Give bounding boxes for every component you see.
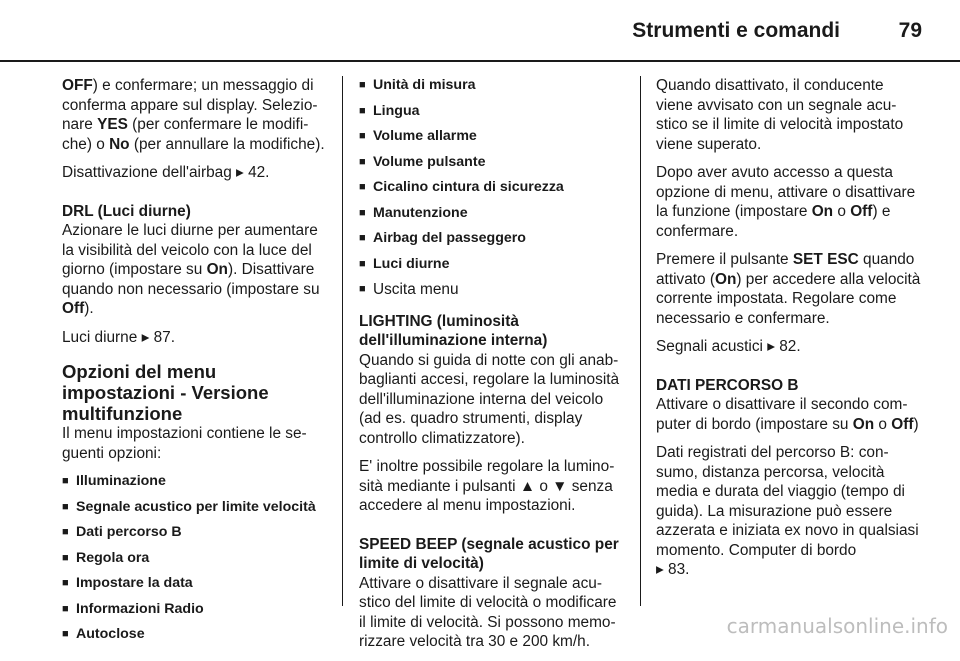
paragraph: [656, 443, 922, 580]
options-list: [359, 76, 623, 300]
keyword-off: Off: [62, 300, 85, 317]
paragraph: [62, 76, 326, 154]
drl-heading: DRL (Luci diurne): [62, 202, 191, 220]
column-divider: [640, 76, 641, 606]
keyword-on: On: [852, 415, 875, 433]
keyword-on: On: [206, 261, 228, 278]
text: ): [913, 415, 919, 433]
text: ).: [84, 300, 94, 317]
list-item: ■ Luci diurne: [359, 255, 623, 275]
lighting-heading: LIGHTING (luminosità dell'illuminazione interna): [359, 312, 548, 349]
text: ). Disattivare quando non necessario (impostare su: [62, 261, 320, 298]
paragraph: [656, 250, 922, 328]
page-header: [0, 0, 960, 62]
cross-reference: [62, 328, 326, 348]
keyword-on: On: [811, 203, 834, 220]
column-1: [62, 76, 326, 657]
keyword-off: Off: [850, 203, 873, 220]
dati-percorso-heading: DATI PERCORSO B: [656, 376, 799, 394]
list-item: ■ Uscita menu: [359, 280, 623, 300]
text: (per confermare le modifiche) o: [62, 116, 309, 153]
text: Dopo aver avuto accesso a questa opzione di menu, attivare o disattivare la funzione (impostare: [656, 164, 916, 220]
text: (per annullare la modifiche).: [129, 135, 325, 153]
page-ref[interactable]: 83.: [668, 561, 690, 578]
speed-beep-heading: SPEED BEEP (segnale acustico per limite di velocità): [359, 535, 619, 572]
keyword-no: No: [109, 135, 130, 153]
list-item: ■ Lingua: [359, 102, 623, 122]
page-ref-arrow-icon: ▸: [141, 328, 154, 346]
section-title: Opzioni del menu impostazioni - Versione multifunzione: [62, 361, 269, 424]
text: Luci diurne: [62, 328, 142, 346]
list-item: ■ Volume allarme: [359, 127, 623, 147]
list-item: ■ Unità di misura: [359, 76, 623, 96]
keyword-yes: YES: [97, 116, 128, 133]
text: Premere il pulsante: [656, 251, 793, 268]
keyword-off: Off: [891, 415, 914, 433]
header-rule: [0, 60, 960, 62]
page-ref[interactable]: 42.: [248, 164, 270, 181]
watermark: carmanualsonline.info: [726, 614, 948, 638]
page-number: 79: [898, 19, 922, 42]
list-item: ■ Dati percorso B: [62, 523, 326, 543]
dati-percorso-text: [656, 395, 922, 434]
keyword-set-esc: SET ESC: [792, 251, 859, 268]
column-divider: [342, 76, 343, 606]
list-item: ■ Cicalino cintura di sicurezza: [359, 178, 623, 198]
text: o: [874, 415, 892, 433]
column-2: [359, 76, 623, 661]
keyword-off: OFF: [62, 77, 93, 94]
list-item: ■ Manutenzione: [359, 204, 623, 224]
options-list: [62, 472, 326, 645]
text: o: [833, 203, 851, 220]
list-item: ■ Impostare la data: [62, 574, 326, 594]
cross-reference: [656, 337, 922, 357]
text: Dati registrati del percorso B: consumo, distanza percorsa, velocità media e durata del viaggio (tempo di guida). La misurazione può essere azzerata e iniziata ex novo in qualsiasi momento. Computer di bordo: [656, 444, 919, 559]
lighting-text: Quando si guida di notte con gli anabbaglianti accesi, regolare la luminosità dell'illuminazione interna del veicolo (ad es. quadro strumenti, display controllo climatizzatore).: [359, 351, 620, 447]
text: Attivare o disattivare il secondo computer di bordo (impostare su: [656, 396, 908, 433]
text: Azionare le luci diurne per aumentare la visibilità del veicolo con la luce del giorno (impostare su: [62, 222, 318, 278]
paragraph: Quando disattivato, il conducente viene avvisato con un segnale acustico se il limite di velocità impostato viene superato.: [656, 77, 904, 153]
text: ) per accedere alla velocità corrente impostata. Regolare come necessario e confermare.: [656, 270, 921, 327]
list-item: ■ Informazioni Radio: [62, 600, 326, 620]
speed-beep-text: Attivare o disattivare il segnale acustico del limite di velocità o modificare il limite di velocità. Si possono memorizzare velocità tra 30 e 200 km/h.: [359, 574, 617, 650]
list-item: ■ Illuminazione: [62, 472, 326, 492]
header-title: Strumenti e comandi: [632, 19, 840, 42]
drl-text: [62, 221, 326, 319]
page-ref-arrow-icon: ▸: [236, 164, 249, 181]
page-ref[interactable]: 82.: [779, 338, 801, 355]
column-3: [656, 76, 922, 589]
page-ref[interactable]: 87.: [153, 328, 175, 346]
page-ref-arrow-icon: ▸: [656, 561, 669, 578]
text: ) e confermare; un messaggio di conferma appare sul display. Selezionare: [62, 77, 318, 133]
text: Segnali acustici: [656, 338, 768, 355]
list-item: ■ Autoclose: [62, 625, 326, 645]
page-ref-arrow-icon: ▸: [767, 338, 780, 355]
text: Disattivazione dell'airbag: [62, 164, 237, 181]
list-item: ■ Regola ora: [62, 549, 326, 569]
list-item: ■ Volume pulsante: [359, 153, 623, 173]
intro-text: Il menu impostazioni contiene le seguenti opzioni:: [62, 425, 307, 462]
keyword-on: On: [715, 270, 737, 288]
text: ) e confermare.: [656, 203, 891, 240]
list-item: ■ Segnale acustico per limite velocità: [62, 498, 326, 518]
text: quando attivato (: [656, 251, 915, 288]
cross-reference: [62, 163, 326, 183]
adjust-text: E' inoltre possibile regolare la luminosità mediante i pulsanti ▲ o ▼ senza accedere al menu impostazioni.: [359, 458, 615, 514]
paragraph: [656, 163, 922, 241]
list-item: ■ Airbag del passeggero: [359, 229, 623, 249]
